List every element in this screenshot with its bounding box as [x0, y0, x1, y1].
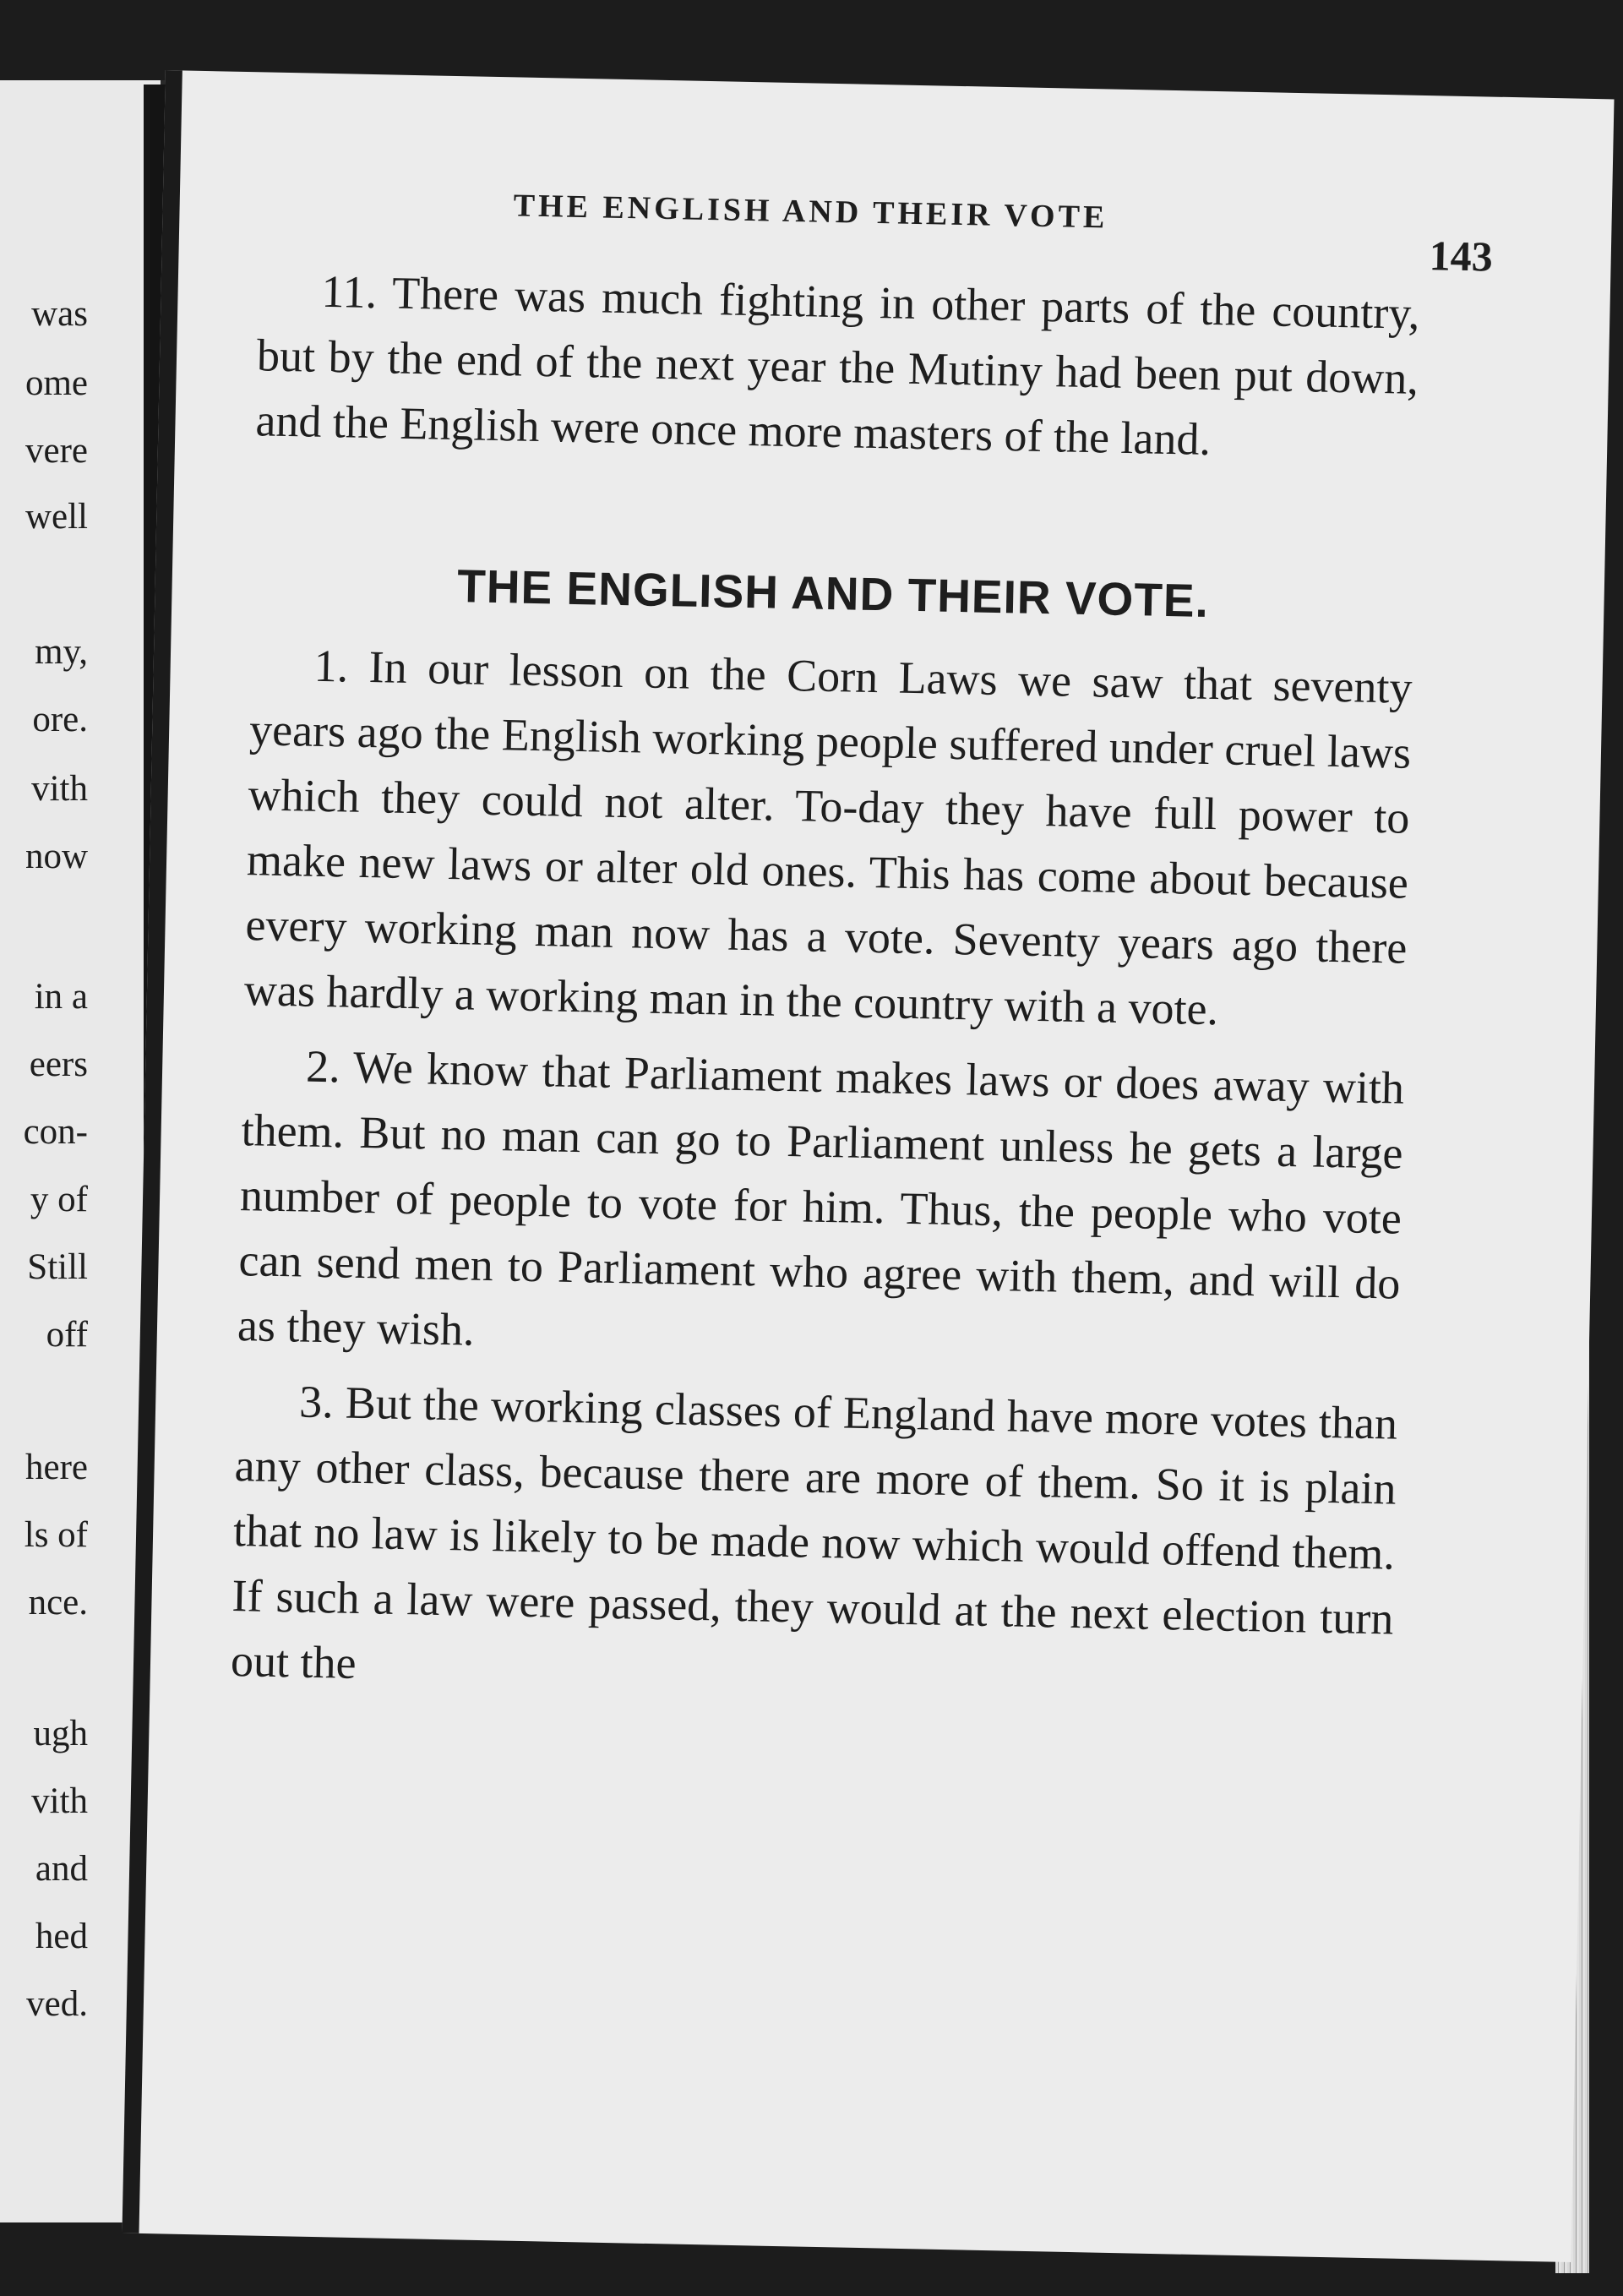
left-page-line: here — [25, 1448, 88, 1487]
left-page-line: nce. — [28, 1583, 88, 1622]
left-page-line: was — [31, 294, 88, 334]
left-page-line: now — [25, 837, 88, 876]
left-page-line: con- — [23, 1112, 88, 1152]
left-page-line: ugh — [33, 1714, 88, 1753]
left-page-line: well — [25, 497, 88, 537]
paragraph-1: 1. In our lesson on the Corn Laws we saw that seventy years ago the English working people suffered under cruel laws which they could not alter. To-day they have full power to make new laws or alter old ones. This has come about because every working man now has a vote. Seventy years ago there was hardly a working man in the country with a vote. — [243, 640, 1413, 1035]
left-page-line: ome — [25, 363, 88, 403]
left-page-line: my, — [35, 632, 88, 672]
paragraph-2: 2. We know that Parliament makes laws or does away with them. But no man can go to Parliament unless he gets a large number of people to vote for him. Thus, the people who vote can send men to Parliament who agree with them, and will do as they wish. — [237, 1040, 1405, 1355]
left-page-line: and — [35, 1849, 88, 1889]
paragraph-3: 3. But the working classes of England have more votes than any other class, because there are more of them. So it is plain that no law is likely to be made now which would offend them. If such a law were passed, they would at the next election turn out the — [230, 1376, 1398, 1688]
left-page-line: ore. — [32, 700, 88, 739]
section-title: THE ENGLISH AND THEIR VOTE. — [456, 559, 1210, 627]
main-page — [122, 70, 1614, 2262]
left-page-line: hed — [35, 1917, 88, 1956]
left-page-line: y of — [30, 1180, 88, 1219]
left-page-line: eers — [29, 1044, 88, 1084]
left-page-line: in a — [34, 977, 88, 1017]
page-number: 143 — [1429, 232, 1494, 281]
left-page-line: vith — [31, 1781, 88, 1821]
left-page-line: ls of — [24, 1515, 88, 1555]
left-page-line: vith — [31, 769, 88, 809]
left-page-line: Still — [27, 1247, 88, 1287]
running-head: THE ENGLISH AND THEIR VOTE — [513, 188, 1108, 236]
left-page-line: off — [46, 1315, 88, 1355]
left-page-line: ved. — [26, 1984, 88, 2024]
page-text — [230, 258, 1420, 1726]
left-page-line: vere — [25, 431, 88, 471]
paragraph-11: 11. There was much fighting in other parts of the country, but by the end of the next year the Mutiny had been put down, and the English were once more masters of the land. — [254, 265, 1420, 465]
